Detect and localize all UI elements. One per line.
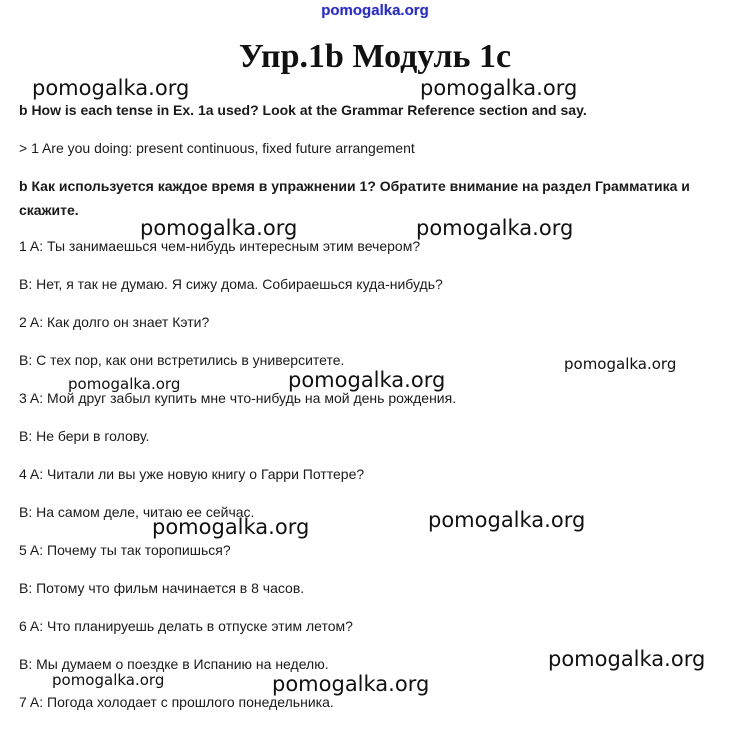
watermark: pomogalka.org — [272, 672, 430, 696]
answer-english: > 1 Are you doing: present continuous, fixed future arrangement — [19, 140, 415, 156]
watermark: pomogalka.org — [548, 647, 706, 671]
dialogue-line: B: Мы думаем о поездке в Испанию на неделю. — [19, 656, 329, 672]
dialogue-line: 5 A: Почему ты так торопишься? — [19, 542, 231, 558]
question-russian-line-2: скажите. — [19, 202, 79, 218]
watermark: pomogalka.org — [420, 76, 578, 100]
dialogue-line: 1 A: Ты занимаешься чем-нибудь интересным этим вечером? — [19, 238, 421, 254]
watermark: pomogalka.org — [428, 508, 586, 532]
watermark: pomogalka.org — [416, 216, 574, 240]
dialogue-line: 4 A: Читали ли вы уже новую книгу о Гарри Поттере? — [19, 466, 365, 482]
question-russian-line-1: b Как используется каждое время в упражнении 1? Обратите внимание на раздел Грамматика и — [19, 178, 690, 194]
dialogue-line: 3 A: Мой друг забыл купить мне что-нибудь на мой день рождения. — [19, 390, 457, 406]
dialogue-line: B: Потому что фильм начинается в 8 часов. — [19, 580, 305, 596]
watermark: pomogalka.org — [564, 355, 677, 373]
dialogue-line: B: На самом деле, читаю ее сейчас. — [19, 504, 255, 520]
dialogue-line: B: С тех пор, как они встретились в университете. — [19, 352, 345, 368]
page-title: Упр.1b Модуль 1c — [238, 38, 512, 75]
dialogue-line: B: Не бери в голову. — [19, 428, 150, 444]
dialogue-line: 2 A: Как долго он знает Кэти? — [19, 314, 210, 330]
question-english: b How is each tense in Ex. 1a used? Look at the Grammar Reference section and say. — [19, 102, 587, 118]
watermark: pomogalka.org — [288, 368, 446, 392]
watermark: pomogalka.org — [140, 216, 298, 240]
watermark: pomogalka.org — [32, 76, 190, 100]
watermark: pomogalka.org — [68, 375, 181, 393]
dialogue-line: B: Нет, я так не думаю. Я сижу дома. Собираешься куда-нибудь? — [19, 276, 443, 292]
watermark: pomogalka.org — [52, 671, 165, 689]
dialogue-line: 6 A: Что планируешь делать в отпуске этим летом? — [19, 618, 353, 634]
site-link[interactable]: pomogalka.org — [321, 2, 429, 19]
dialogue-line: 7 A: Погода холодает с прошлого понедельника. — [19, 694, 334, 710]
watermark: pomogalka.org — [152, 515, 310, 539]
